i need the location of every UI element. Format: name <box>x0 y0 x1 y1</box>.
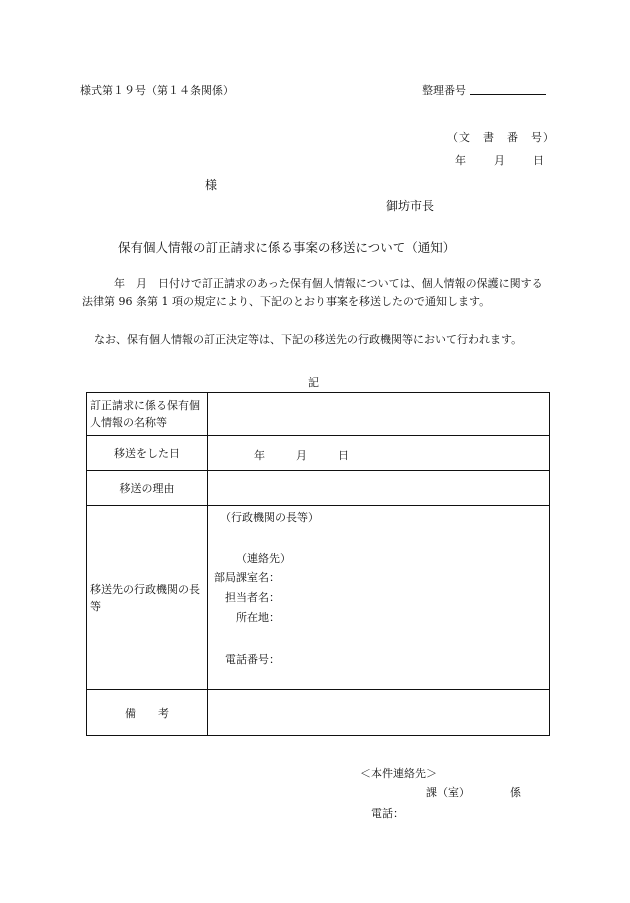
transfer-date-month: 月 <box>296 449 307 462</box>
transfer-details-table <box>86 392 550 736</box>
remarks-label: 備 考 <box>87 690 208 736</box>
table-row <box>87 436 550 471</box>
addressee: 様 <box>205 178 218 192</box>
address-label: 所在地： <box>236 611 280 624</box>
reference-number-label: 整理番号 <box>422 84 466 97</box>
contact-heading: （連絡先） <box>236 552 291 565</box>
transfer-reason-value[interactable] <box>208 471 550 506</box>
remarks-value[interactable] <box>208 690 550 736</box>
transfer-date-year: 年 <box>254 449 265 462</box>
table-row <box>87 393 550 436</box>
reference-number-line <box>470 94 546 95</box>
transfer-reason-label: 移送の理由 <box>87 471 208 506</box>
document-title: 保有個人情報の訂正請求に係る事案の移送について（通知） <box>118 240 456 255</box>
agency-head: （行政機関の長等） <box>220 511 319 524</box>
department-label: 部局課室名： <box>214 571 280 584</box>
date-year: 年 <box>455 154 466 167</box>
request-info-name-label: 訂正請求に係る保有個人情報の名称等 <box>87 393 208 436</box>
table-row <box>87 690 550 736</box>
contact-section-label: 係 <box>510 786 521 799</box>
body-paragraph-1: 年 月 日付けで訂正請求のあった保有個人情報については、個人情報の保護に関する法律第 96 条第 1 項の規定により、下記のとおり事案を移送したので通知します。 <box>82 277 543 308</box>
phone-label: 電話番号： <box>225 653 280 666</box>
destination-agency-label: 移送先の行政機関の長等 <box>87 506 208 690</box>
document-number: （文 書 番 号） <box>447 131 555 144</box>
person-in-charge-label: 担当者名： <box>225 591 280 604</box>
contact-department <box>426 784 521 800</box>
request-info-name-value[interactable] <box>208 393 550 436</box>
contact-department-label: 課（室） <box>426 786 470 799</box>
transfer-date-day: 日 <box>338 449 349 462</box>
ki-heading: 記 <box>308 376 319 389</box>
contact-heading-footer: ＜本件連絡先＞ <box>360 767 437 780</box>
sender: 御坊市長 <box>386 199 435 213</box>
issue-date <box>455 152 544 168</box>
transfer-date-value[interactable] <box>208 436 550 471</box>
table-row <box>87 506 550 690</box>
date-month: 月 <box>494 154 505 167</box>
body-paragraph-2: なお、保有個人情報の訂正決定等は、下記の移送先の行政機関等において行われます。 <box>94 333 523 346</box>
date-day: 日 <box>533 154 544 167</box>
destination-agency-value[interactable] <box>208 506 550 690</box>
table-row <box>87 471 550 506</box>
transfer-date-label: 移送をした日 <box>87 436 208 471</box>
form-number: 様式第１９号（第１４条関係） <box>80 84 234 97</box>
contact-phone: 電話： <box>371 807 404 820</box>
